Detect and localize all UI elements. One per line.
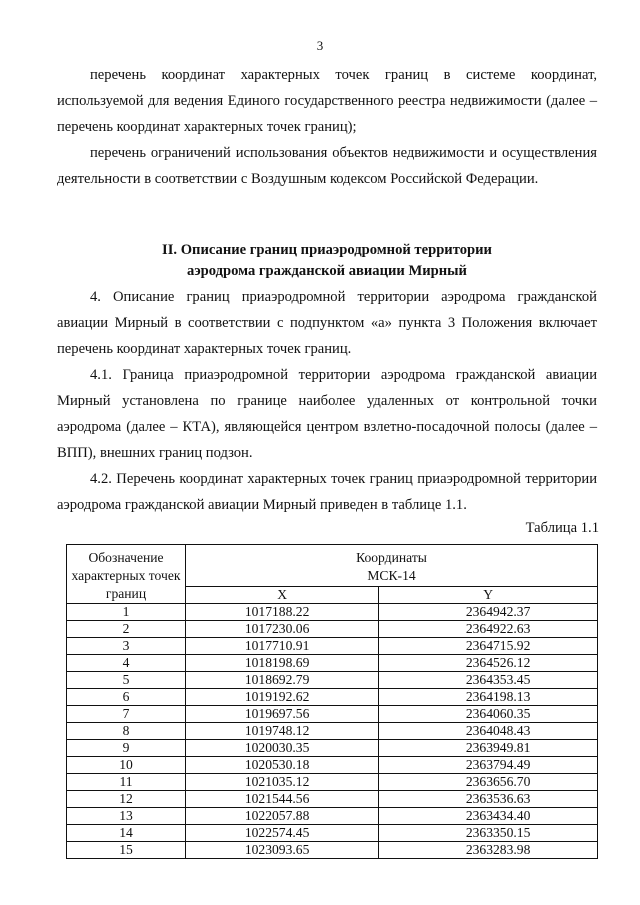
x-coordinate-cell: 1017710.91: [186, 638, 379, 655]
y-coordinate-cell: 2363283.98: [379, 842, 598, 859]
table-row: [67, 808, 598, 825]
table-row: [67, 825, 598, 842]
x-coordinate-cell: 1021544.56: [186, 791, 379, 808]
point-number-cell: 4: [67, 655, 186, 672]
section-heading: [57, 240, 597, 282]
point-number-cell: 13: [67, 808, 186, 825]
coordinates-table: [66, 544, 598, 859]
y-coordinate-cell: 2364526.12: [379, 655, 598, 672]
x-coordinate-cell: 1022574.45: [186, 825, 379, 842]
point-number-cell: 3: [67, 638, 186, 655]
x-coordinate-cell: 1023093.65: [186, 842, 379, 859]
paragraph-text: 4. Описание границ приаэродромной территории аэродрома гражданской авиации Мирный в соответствии с подпунктом «а» пункта 3 Положения включает перечень координат характерных точек границ.: [57, 289, 597, 357]
point-label-header: Обозначение характерных точек границ: [67, 545, 186, 604]
paragraph-text: перечень координат характерных точек границ в системе координат, используемой для ведения Единого государственного реестра недвижимости (далее – перечень координат характерных точек границ);: [57, 67, 597, 135]
x-coordinate-cell: 1018198.69: [186, 655, 379, 672]
table-row: [67, 791, 598, 808]
paragraph-4-1: [57, 362, 597, 466]
y-coordinate-cell: 2364353.45: [379, 672, 598, 689]
y-coordinate-cell: 2363794.49: [379, 757, 598, 774]
point-number-cell: 9: [67, 740, 186, 757]
point-number-cell: 5: [67, 672, 186, 689]
y-coordinate-cell: 2364060.35: [379, 706, 598, 723]
table-caption: Таблица 1.1: [525, 520, 599, 536]
x-coordinate-cell: 1021035.12: [186, 774, 379, 791]
x-coordinate-cell: 1019748.12: [186, 723, 379, 740]
y-column-header: Y: [379, 587, 598, 604]
y-coordinate-cell: 2363656.70: [379, 774, 598, 791]
x-coordinate-cell: 1020030.35: [186, 740, 379, 757]
x-coordinate-cell: 1020530.18: [186, 757, 379, 774]
point-number-cell: 8: [67, 723, 186, 740]
table-row: [67, 604, 598, 621]
x-coordinate-cell: 1018692.79: [186, 672, 379, 689]
paragraph-coordinates-list: [57, 62, 597, 140]
table-row: [67, 638, 598, 655]
x-coordinate-cell: 1017188.22: [186, 604, 379, 621]
y-coordinate-cell: 2363949.81: [379, 740, 598, 757]
y-coordinate-cell: 2363536.63: [379, 791, 598, 808]
point-number-cell: 10: [67, 757, 186, 774]
point-number-cell: 14: [67, 825, 186, 842]
x-coordinate-cell: 1019697.56: [186, 706, 379, 723]
y-coordinate-cell: 2364048.43: [379, 723, 598, 740]
y-coordinate-cell: 2363350.15: [379, 825, 598, 842]
y-coordinate-cell: 2364942.37: [379, 604, 598, 621]
paragraph-4-2: [57, 466, 597, 518]
table-row: [67, 655, 598, 672]
table-row: [67, 740, 598, 757]
y-coordinate-cell: 2363434.40: [379, 808, 598, 825]
table-row: [67, 706, 598, 723]
coordinates-header-title: Координаты: [356, 550, 427, 565]
page-number: 3: [316, 38, 324, 53]
paragraph-text: 4.1. Граница приаэродромной территории аэродрома гражданской авиации Мирный установлена по границе наиболее удаленных от контрольной точки аэродрома (далее – КТА), являющейся центром взлетно-посадочной полосы (далее – ВПП), внешних границ подзон.: [57, 367, 597, 461]
y-coordinate-cell: 2364715.92: [379, 638, 598, 655]
point-number-cell: 15: [67, 842, 186, 859]
point-number-cell: 6: [67, 689, 186, 706]
point-number-cell: 11: [67, 774, 186, 791]
point-number-cell: 12: [67, 791, 186, 808]
y-coordinate-cell: 2364198.13: [379, 689, 598, 706]
x-coordinate-cell: 1022057.88: [186, 808, 379, 825]
paragraph-text: 4.2. Перечень координат характерных точек границ приаэродромной территории аэродрома гражданской авиации Мирный приведен в таблице 1.1.: [57, 471, 597, 513]
point-number-cell: 7: [67, 706, 186, 723]
coordinates-header: [186, 545, 598, 587]
point-number-cell: 2: [67, 621, 186, 638]
y-coordinate-cell: 2364922.63: [379, 621, 598, 638]
table-row: [67, 672, 598, 689]
x-coordinate-cell: 1017230.06: [186, 621, 379, 638]
table-body: [67, 604, 598, 859]
table-row: [67, 621, 598, 638]
paragraph-restrictions-list: [57, 140, 597, 192]
section-heading-line: аэродрома гражданской авиации Мирный: [187, 263, 467, 279]
point-number-cell: 1: [67, 604, 186, 621]
table-row: [67, 774, 598, 791]
x-column-header: X: [186, 587, 379, 604]
coordinate-system-label: МСК-14: [367, 568, 416, 583]
paragraph-text: перечень ограничений использования объектов недвижимости и осуществления деятельности в соответствии с Воздушным кодексом Российской Федерации.: [57, 145, 597, 187]
table-row: [67, 757, 598, 774]
paragraph-4: [57, 284, 597, 362]
section-heading-line: II. Описание границ приаэродромной территории: [162, 242, 492, 258]
table-row: [67, 689, 598, 706]
table-row: [67, 723, 598, 740]
table-row: [67, 842, 598, 859]
x-coordinate-cell: 1019192.62: [186, 689, 379, 706]
